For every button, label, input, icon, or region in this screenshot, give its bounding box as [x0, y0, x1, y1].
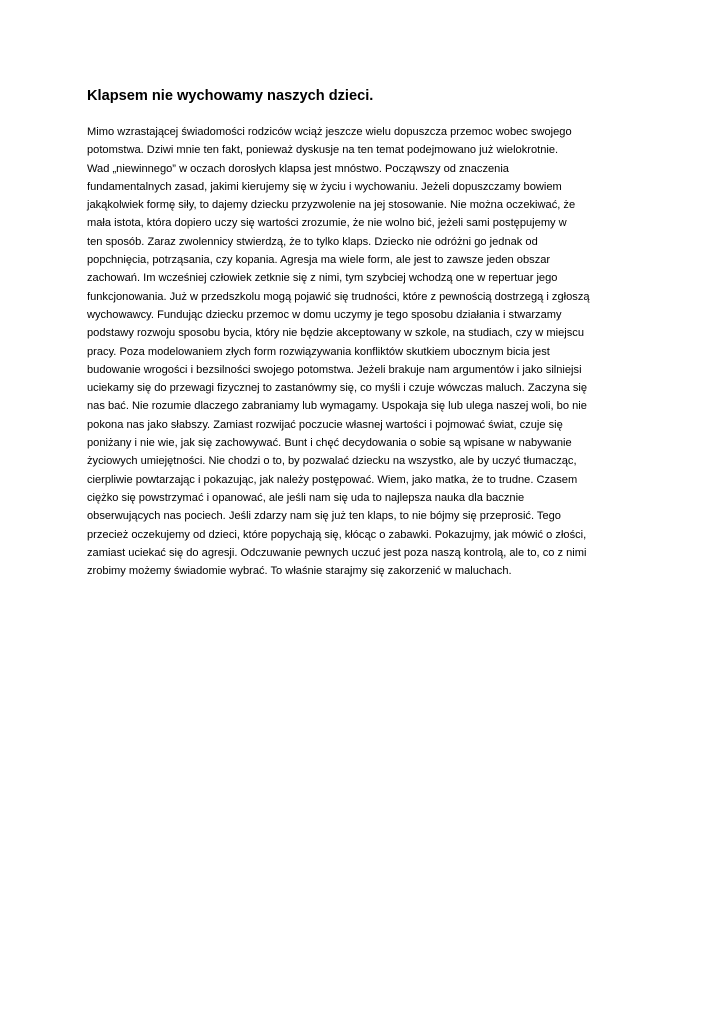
text-line: mała istota, która dopiero uczy się wartości zrozumie, że nie wolno bić, jeżeli sami postępujemy w [87, 217, 567, 230]
text-line: obserwujących nas pociech. Jeśli zdarzy nam się już ten klaps, to nie bójmy się przeprosić. Tego [87, 510, 561, 523]
text-line: zrobimy możemy świadomie wybrać. To właśnie starajmy się zakorzenić w maluchach. [87, 565, 512, 578]
text-line: budowanie wrogości i bezsilności swojego potomstwa. Jeżeli brakuje nam argumentów i jako silniejsi [87, 363, 582, 376]
text-line: uciekamy się do przewagi fizycznej to zastanówmy się, co myśli i czuje wówczas maluch. Zaczyna się [87, 382, 588, 395]
text-line: zamiast uciekać się do agresji. Odczuwanie pewnych uczuć jest poza naszą kontrolą, ale to, co z nimi [87, 546, 587, 559]
text-line: potomstwa. Dziwi mnie ten fakt, ponieważ dyskusje na ten temat podejmowano już wielokrotnie. [87, 144, 559, 157]
text-line: fundamentalnych zasad, jakimi kierujemy się w życiu i wychowaniu. Jeżeli dopuszczamy bowiem [87, 180, 562, 193]
text-line: wychowawcy. Fundując dziecku przemoc w domu uczymy je tego sposobu działania i stwarzamy [87, 308, 562, 321]
text-line: życiowych umiejętności. Nie chodzi o to, by pozwalać dziecku na wszystko, ale by uczyć tłumacząc, [87, 455, 577, 468]
text-line: zachowań. Im wcześniej człowiek zetknie się z nimi, tym szybciej wchodzą one w repertuar jego [87, 272, 558, 285]
text-line: ciężko się powstrzymać i opanować, ale jeśli nam się uda to najlepsza nauka dla bacznie [87, 491, 525, 504]
text-line: podstawy rozwoju sposobu bycia, który nie będzie akceptowany w szkole, na studiach, czy w miejscu [87, 327, 584, 340]
text-line: Mimo wzrastającej świadomości rodziców wciąż jeszcze wielu dopuszcza przemoc wobec swojego [87, 126, 572, 138]
text-line: jakąkolwiek formę siły, to dajemy dziecku przyzwolenie na jej stosowanie. Nie można oczekiwać, że [87, 199, 576, 212]
text-line: poniżany i nie wie, jak się zachowywać. Bunt i chęć decydowania o sobie są wpisane w nabywanie [87, 437, 572, 450]
text-line: nas bać. Nie rozumie dlaczego zabraniamy lub wymagamy. Uspokaja się lub ulega naszej woli, bo nie [87, 400, 587, 413]
text-line: pracy. Poza modelowaniem złych form rozwiązywania konfliktów skutkiem ubocznym bicia jest [87, 345, 550, 358]
document-title: Klapsem nie wychowamy naszych dzieci. [87, 88, 374, 104]
text-line: cierpliwie powtarzając i pokazując, jak należy postępować. Wiem, jako matka, że to trudne. Czasem [87, 473, 578, 486]
text-line: pokona nas jako słabszy. Zamiast rozwijać poczucie własnej wartości i pojmować świat, czuje się [87, 418, 563, 431]
text-line: funkcjonowania. Już w przedszkolu mogą pojawić się trudności, które z pewnością dostrzegą i zgłoszą [87, 290, 590, 303]
text-line: Wad „niewinnego” w oczach dorosłych klapsa jest mnóstwo. Począwszy od znaczenia [87, 162, 509, 175]
document-body [87, 123, 647, 580]
text-line: popchnięcia, potrząsania, czy kopania. Agresja ma wiele form, ale jest to zawsze jeden obszar [87, 254, 551, 267]
text-line: ten sposób. Zaraz zwolennicy stwierdzą, że to tylko klaps. Dziecko nie odróżni go jednak od [87, 235, 538, 248]
text-line: przecież oczekujemy od dzieci, które popychają się, kłócąc o zabawki. Pokazujmy, jak mówić o złości, [87, 528, 587, 541]
